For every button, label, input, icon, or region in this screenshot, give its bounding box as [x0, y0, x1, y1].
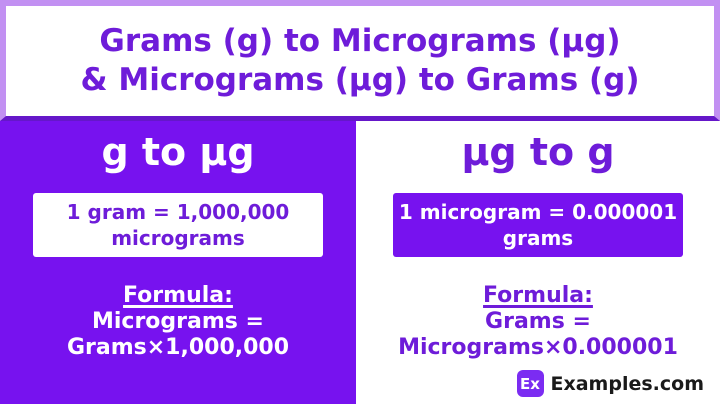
right-formula-block [398, 283, 678, 361]
right-formula-line1: Grams = [485, 309, 591, 334]
left-formula-line2: Grams×1,000,000 [66, 335, 290, 360]
left-conversion-box [33, 193, 323, 257]
right-conversion-line2: grams [502, 226, 574, 250]
brand-name-text: Examples.com [550, 372, 704, 395]
left-formula-block [67, 283, 289, 361]
right-conversion-line1: 1 microgram = 0.000001 [398, 200, 678, 224]
left-formula-line1: Micrograms = [91, 309, 264, 334]
page-title-line1: Grams (g) to Micrograms (µg) [99, 23, 621, 59]
right-column-ug-to-g [356, 121, 720, 404]
right-formula-label: Formula: [483, 283, 593, 308]
page-title-line2: & Micrograms (µg) to Grams (g) [80, 62, 640, 98]
right-formula-line2: Micrograms×0.000001 [398, 335, 678, 360]
left-formula-label: Formula: [123, 283, 233, 308]
examples-logo-icon: Ex [517, 370, 544, 397]
brand-watermark [517, 370, 705, 397]
left-conversion-line2: micrograms [111, 226, 245, 250]
right-conversion-box [393, 193, 683, 257]
left-column-heading: g to µg [101, 130, 255, 174]
left-column-g-to-ug [0, 121, 356, 404]
right-column-heading: µg to g [461, 130, 615, 174]
left-conversion-line1: 1 gram = 1,000,000 [66, 200, 290, 224]
header [0, 0, 720, 121]
